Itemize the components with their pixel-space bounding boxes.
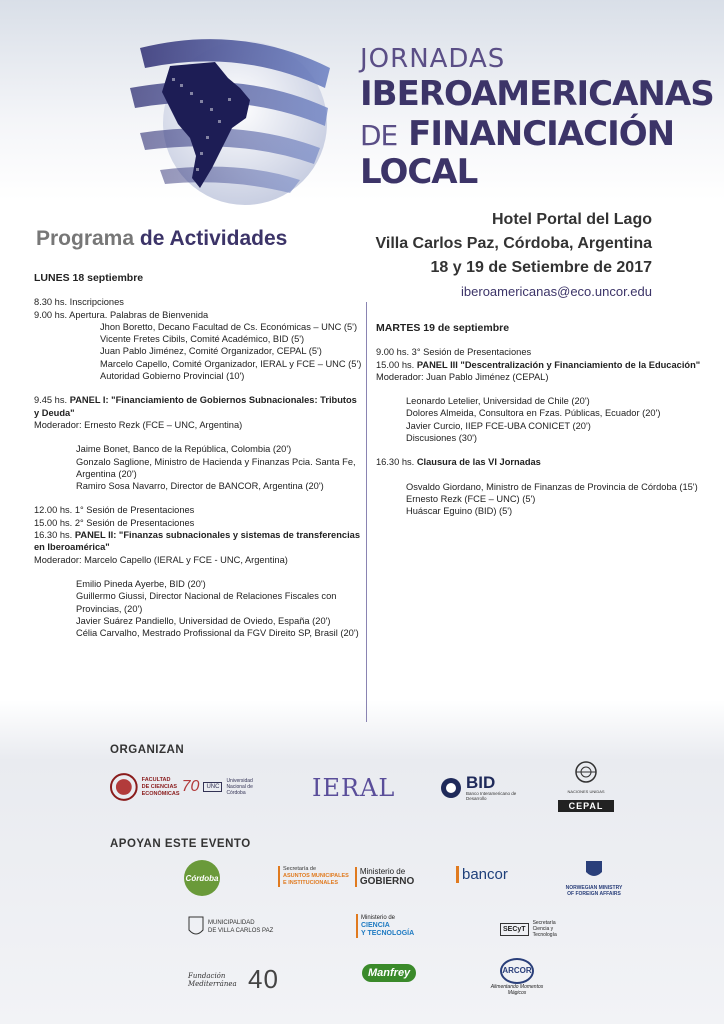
fce-seal-icon: [110, 772, 138, 802]
agenda-item: 12.00 hs. 1° Sesión de Presentaciones: [34, 505, 195, 516]
panel-1-title: [34, 394, 364, 419]
bid-logo: [440, 774, 522, 801]
secretaria-text: [278, 866, 349, 887]
actividades-word: de Actividades: [139, 227, 288, 250]
ministerio-l2: GOBIERNO: [359, 875, 415, 887]
secretaria-l1: Secretaría de: [283, 866, 317, 872]
fce-text: FACULTAD DE CIENCIAS ECONÓMICAS: [141, 776, 180, 797]
globe-logo-icon: [100, 28, 330, 206]
closing-time: 16.30 hs.: [376, 457, 415, 468]
closing-name: Clausura de las VI Jornadas: [416, 457, 541, 468]
agenda-item: 9.00 hs. 3° Sesión de Presentaciones: [376, 347, 532, 358]
secretaria-l2: ASUNTOS MUNICIPALES: [283, 873, 349, 879]
event-dates: 18 y 19 de Setiembre de 2017: [430, 259, 652, 276]
mct-l1: Ministerio de: [361, 915, 396, 921]
moderator: Moderador: Juan Pablo Jiménez (CEPAL): [376, 371, 549, 382]
speaker: Jhon Boretto, Decano Facultad de Cs. Económicas – UNC (5'): [100, 321, 358, 332]
arcor-name: ARCOR: [500, 958, 534, 984]
agenda-item: 15.00 hs. 2° Sesión de Presentaciones: [34, 517, 195, 528]
speaker: Javier Curcio, IIEP FCE-UBA CONICET (20'): [406, 420, 591, 431]
title-line-3: [360, 114, 674, 154]
panel-name: PANEL III "Descentralización y Financiamiento de la Educación": [416, 359, 701, 370]
unc-badge: UNC: [203, 782, 222, 792]
bid-sub: Banco Interamericano de Desarrollo: [466, 791, 517, 801]
un-sub: NACIONES UNIDAS: [567, 789, 605, 794]
speaker: Dolores Almeida, Consultora en Fzas. Públicas, Ecuador (20'): [406, 408, 661, 419]
speaker: Marcelo Capello, Comité Organizador, IERAL y FCE – UNC (5'): [100, 358, 362, 369]
speaker: Juan Pablo Jiménez, Comité Organizador, CEPAL (5'): [100, 346, 322, 357]
contact-email[interactable]: iberoamericanas@eco.uncor.edu: [461, 284, 652, 299]
arcor-logo: [486, 958, 548, 996]
speaker: Osvaldo Giordano, Ministro de Finanzas de Provincia de Córdoba (15'): [406, 481, 698, 492]
norway-l1: NORWEGIAN MINISTRY: [565, 885, 623, 891]
moderator: Moderador: Marcelo Capello (IERAL y FCE - UNC, Argentina): [34, 554, 288, 565]
panel-name: PANEL I: "Financiamiento de Gobiernos Subnacionales: Tributos y Deuda": [34, 395, 357, 418]
panel-2-title: [34, 529, 364, 554]
agenda-item: 8.30 hs. Inscripciones: [34, 297, 124, 308]
manfrey-logo: Manfrey: [362, 964, 416, 982]
norway-logo: [552, 860, 636, 897]
bid-icon: [440, 777, 462, 799]
speaker: Ernesto Rezk (FCE – UNC) (5'): [406, 493, 536, 504]
municipalidad-logo: [188, 916, 273, 938]
hotel-name: Hotel Portal del Lago: [491, 211, 652, 228]
secyt-badge: SECyT: [500, 923, 529, 936]
ieral-logo: IERAL: [312, 774, 396, 802]
bid-name: BID: [466, 773, 496, 792]
organizan-heading: ORGANIZAN: [110, 744, 185, 756]
panel-time: 15.00 hs.: [376, 359, 415, 370]
bid-text-block: [466, 774, 522, 801]
fce-unc-logo: [110, 770, 260, 804]
fundacion-logo: [188, 964, 279, 995]
panel-3-title: [376, 359, 706, 371]
secyt-logo: [500, 920, 565, 938]
fundacion-text: Fundación Mediterránea: [188, 971, 237, 988]
tuesday-heading: MARTES 19 de septiembre: [376, 322, 510, 334]
tuesday-program: [376, 322, 706, 518]
norway-crest-icon: [585, 860, 603, 880]
mct-l2: CIENCIA: [361, 922, 390, 929]
muni-l1: MUNICIPALIDAD: [208, 920, 255, 926]
mct-l3: Y TECNOLOGÍA: [361, 930, 415, 937]
speaker: Ramiro Sosa Navarro, Director de BANCOR, Argentina (20'): [76, 481, 324, 492]
speaker: Gonzalo Saglione, Ministro de Hacienda y Finanzas Pcia. Santa Fe, Argentina (20'): [76, 456, 356, 479]
ministerio-text: [355, 867, 414, 887]
speaker: Discusiones (30'): [406, 433, 478, 444]
closing-title: [376, 456, 706, 468]
title-prefix: DE: [360, 119, 398, 152]
programa-word: Programa: [36, 227, 135, 250]
muni-text: [208, 919, 273, 935]
muni-l2: DE VILLA CARLOS PAZ: [208, 928, 274, 934]
panel-name: PANEL II: "Finanzas subnacionales y sistemas de transferencias en Iberoamérica": [34, 530, 360, 553]
speaker: Emilio Pineda Ayerbe, BID (20'): [76, 578, 206, 589]
title-line-2: IBEROAMERICANAS: [360, 74, 714, 114]
moderator: Moderador: Ernesto Rezk (FCE – UNC, Argentina): [34, 419, 243, 430]
unc-sub: Universidad Nacional de Córdoba: [226, 778, 253, 796]
title-line-4: LOCAL: [360, 152, 478, 192]
speaker: Huáscar Eguino (BID) (5'): [406, 506, 513, 517]
location: Villa Carlos Paz, Córdoba, Argentina: [375, 235, 652, 252]
speaker: Autoridad Gobierno Provincial (10'): [100, 371, 245, 382]
bancor-logo: bancor: [456, 866, 508, 883]
speaker: Jaime Bonet, Banco de la República, Colombia (20'): [76, 444, 292, 455]
apoyan-heading: APOYAN ESTE EVENTO: [110, 838, 251, 850]
speaker: Vicente Fretes Cibils, Comité Académico, BID (5'): [100, 334, 305, 345]
ministerio-gobierno-logo: [278, 866, 414, 887]
cordoba-logo: Córdoba: [184, 860, 220, 896]
ministerio-l1: Ministerio de: [359, 866, 406, 876]
panel-time: 9.45 hs.: [34, 395, 68, 406]
speaker: Guillermo Giussi, Director Nacional de Relaciones Fiscales con Provincias, (20'): [76, 591, 337, 614]
cepal-logo: [558, 760, 614, 812]
aniversario-number: 40: [248, 964, 279, 994]
panel-time: 16.30 hs.: [34, 530, 73, 541]
cepal-badge: CEPAL: [558, 800, 614, 812]
title-main: FINANCIACIÓN: [408, 114, 675, 154]
agenda-item: 9.00 hs. Apertura. Palabras de Bienvenida: [34, 309, 209, 320]
un-emblem-icon: [574, 760, 598, 784]
title-line-1: JORNADAS: [360, 44, 506, 74]
monday-heading: LUNES 18 septiembre: [34, 272, 144, 284]
secretaria-l3: E INSTITUCIONALES: [283, 880, 339, 886]
speaker: Javier Suárez Pandiello, Universidad de Oviedo, España (20'): [76, 615, 331, 626]
speaker: Célia Carvalho, Mestrado Profissional da FGV Direito SP, Brasil (20'): [76, 628, 359, 639]
column-divider: [366, 302, 367, 722]
ciencia-tecnologia-logo: [356, 914, 414, 938]
norway-l2: OF FOREIGN AFFAIRS: [567, 891, 621, 897]
secyt-sub: Secretaría Ciencia y Tecnología: [532, 920, 557, 938]
seventy-icon: 70: [181, 778, 200, 795]
speaker: Leonardo Letelier, Universidad de Chile (20'): [406, 396, 590, 407]
monday-program: [34, 272, 364, 639]
programa-heading: [36, 227, 287, 251]
muni-crest-icon: [188, 916, 204, 938]
arcor-sub: Alimentando Momentos Mágicos: [490, 984, 544, 996]
